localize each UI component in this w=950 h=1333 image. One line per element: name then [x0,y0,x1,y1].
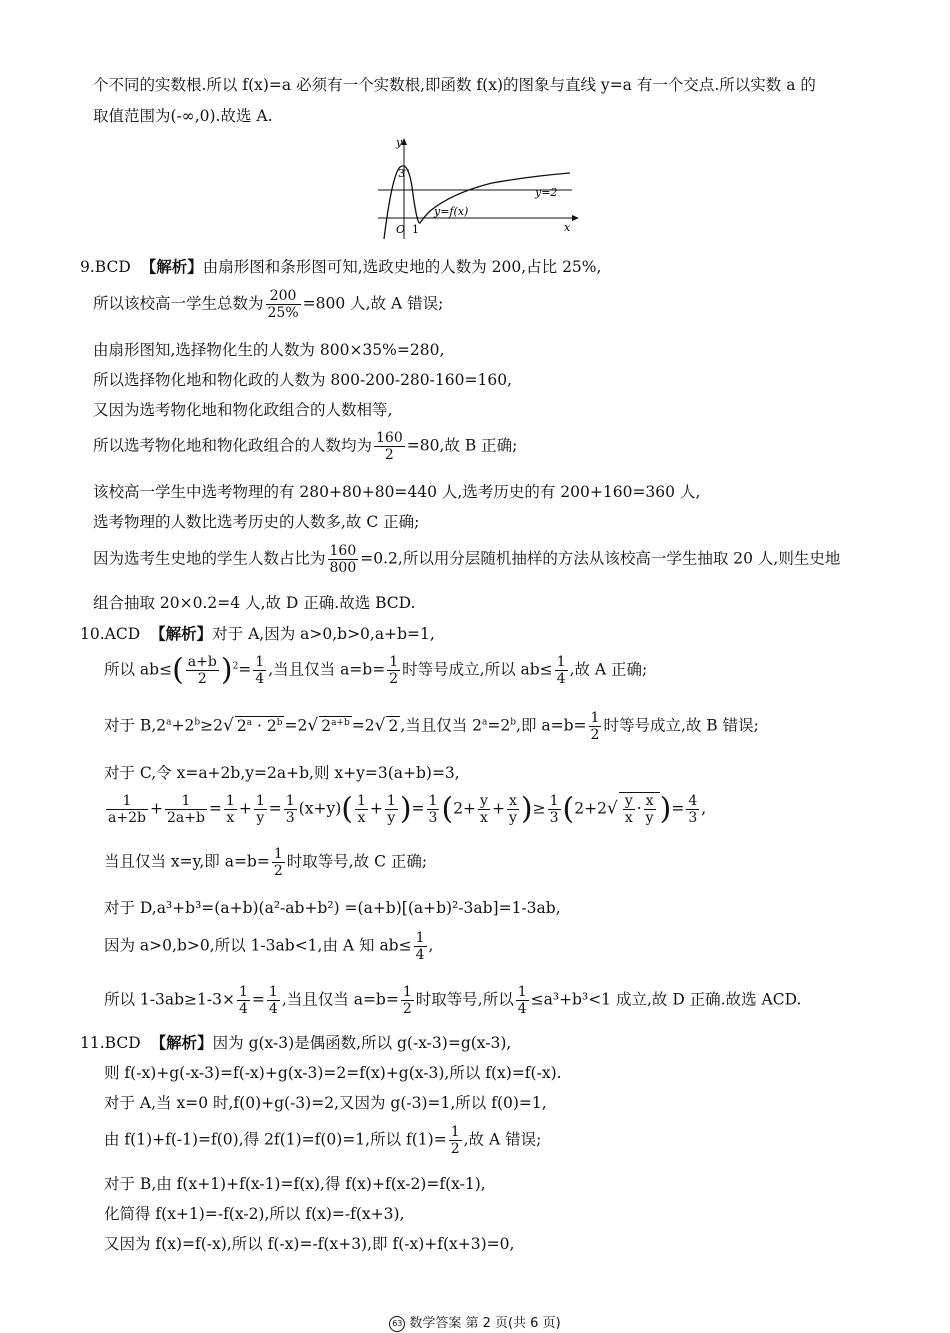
q10-tag: 【解析】 [150,624,213,643]
q11-line-4: 由 f(1)+f(-1)=f(0),得 2f(1)=f(0)=1,所以 f(1)= $\frac{1}{2}$ ,故 A 错误; [104,1124,542,1158]
q9-tag: 【解析】 [140,257,203,276]
graph-peak-label: 3 [398,167,405,180]
q10-line-9: 所以 1-3ab≥1-3× $\frac{1}{4}$ = $\frac{1}{4}$ ,当且仅当 a=b= $\frac{1}{2}$ 时取等号,所以 $\frac{1}{4}$ ≤a³+b³<1 成立,故 D 正确.故选 ACD. [104,984,802,1018]
q9-line-3: 由扇形图知,选择物化生的人数为 800×35%=280, [93,341,445,359]
q9-line-10: 组合抽取 20×0.2=4 人,故 D 正确.故选 BCD. [93,594,416,612]
q9-line-9: 因为选考生史地的学生人数占比为 $\frac{160}{800}$ =0.2,所以用分层随机抽样的方法从该校高一学生抽取 20 人,则生史地 [93,543,841,577]
q10-line-7: 对于 D,a³+b³=(a+b)(a²-ab+b²) =(a+b)[(a+b)²-3ab]=1-3ab, [104,899,561,917]
graph-y-label: y [396,136,403,149]
graph-tick-one: 1 [412,223,419,236]
q9-line-2: 所以该校高一学生总数为 $\frac{200}{25\%}$ =800 人,故 A 错误; [93,288,444,322]
q11-line-7: 又因为 f(x)=f(-x),所以 f(-x)=-f(x+3),即 f(-x)+f(x+3)=0, [104,1235,515,1253]
graph-origin-label: O [396,223,406,236]
q10-line-4: 对于 C,令 x=a+2b,y=2a+b,则 x+y=3(a+b)=3, [104,764,460,782]
q9-number: 9.BCD [80,258,131,276]
footer-text: 数学答案 第 2 页(共 6 页) [409,1316,561,1331]
q9-line-8: 选考物理的人数比选考历史的人数多,故 C 正确; [93,513,420,531]
page-footer [0,1312,950,1332]
q9-line-5: 又因为选考物化地和物化政组合的人数相等, [93,401,393,419]
q11-number: 11.BCD [80,1034,141,1052]
q10-line-2: 所以 ab≤( $\frac{a+b}{2}$ )$^2$= $\frac{1}{4}$ ,当且仅当 a=b= $\frac{1}{2}$ 时等号成立,所以 ab≤ $\frac{1}{4}$ ,故 A 正确; [104,652,648,688]
q9-line-1: 9.BCD 【解析】由扇形图和条形图可知,选政史地的人数为 200,占比 25%, [80,257,602,276]
q10-line-6: 当且仅当 x=y,即 a=b= $\frac{1}{2}$ 时取等号,故 C 正确; [104,846,428,880]
q11-line-5: 对于 B,由 f(x+1)+f(x-1)=f(x),得 f(x)+f(x-2)=f(x-1), [104,1175,486,1193]
q11-line-1: 11.BCD 【解析】因为 g(x-3)是偶函数,所以 g(-x-3)=g(x-3), [80,1033,512,1052]
graph-x-label: x [564,221,571,234]
q10-number: 10.ACD [80,625,141,643]
q11-line-6: 化简得 f(x+1)=-f(x-2),所以 f(x)=-f(x+3), [104,1205,405,1223]
intro-line-1: 个不同的实数根.所以 f(x)=a 必须有一个实数根,即函数 f(x)的图象与直线 y=a 有一个交点.所以实数 a 的 [93,76,816,94]
q11-tag: 【解析】 [150,1033,213,1052]
q11-line-2: 则 f(-x)+g(-x-3)=f(-x)+g(x-3)=2=f(x)+g(x-3),所以 f(x)=f(-x). [104,1064,562,1082]
intro-line-2: 取值范围为(-∞,0).故选 A. [93,107,273,125]
q10-line-8: 因为 a>0,b>0,所以 1-3ab<1,由 A 知 ab≤ $\frac{1}{4}$ , [104,930,434,964]
q10-line-5: $\frac{1}{a+2b}$ + $\frac{1}{2a+b}$ = $\frac{1}{x}$ + $\frac{1}{y}$ = $\frac{1}{3}$ (x+y)( $\frac{1}{x}$ + $\frac{1}{y}$ )= $\frac{1}{3}$ (2+ $\frac{y}{x}$ + $\frac{x}{y}$ )≥ $\frac{1}{3}$ (2+2√ $\frac{y}{x}$ · $\frac{x}{y}$ )= $\frac{4}{3}$ , [108,791,707,827]
q11-line-3: 对于 A,当 x=0 时,f(0)+g(-3)=2,又因为 g(-3)=1,所以 f(0)=1, [104,1094,547,1112]
function-graph [372,135,582,243]
graph-curve-label: y=f(x) [434,205,469,218]
q10-line-1: 10.ACD 【解析】对于 A,因为 a>0,b>0,a+b=1, [80,624,435,643]
graph-line-label: y=2 [535,186,558,199]
footer-logo: 63 [389,1316,405,1332]
q9-line-4: 所以选择物化地和物化政的人数为 800-200-280-160=160, [93,371,512,389]
q9-line-7: 该校高一学生中选考物理的有 280+80+80=440 人,选考历史的有 200+160=360 人, [93,483,701,501]
q9-line-6: 所以选考物化地和物化政组合的人数均为 $\frac{160}{2}$ =80,故 B 正确; [93,430,518,464]
q10-line-3: 对于 $B,2^a+2^b\ge 2√$ $2^a \cdot 2^b =2√$ $2^{a+b} =2√$ 2 ,当且仅当 $2^a=2^b$,即 a=b= $\frac{1}{2}$ 时等号成立,故 B 错误; [104,710,759,744]
